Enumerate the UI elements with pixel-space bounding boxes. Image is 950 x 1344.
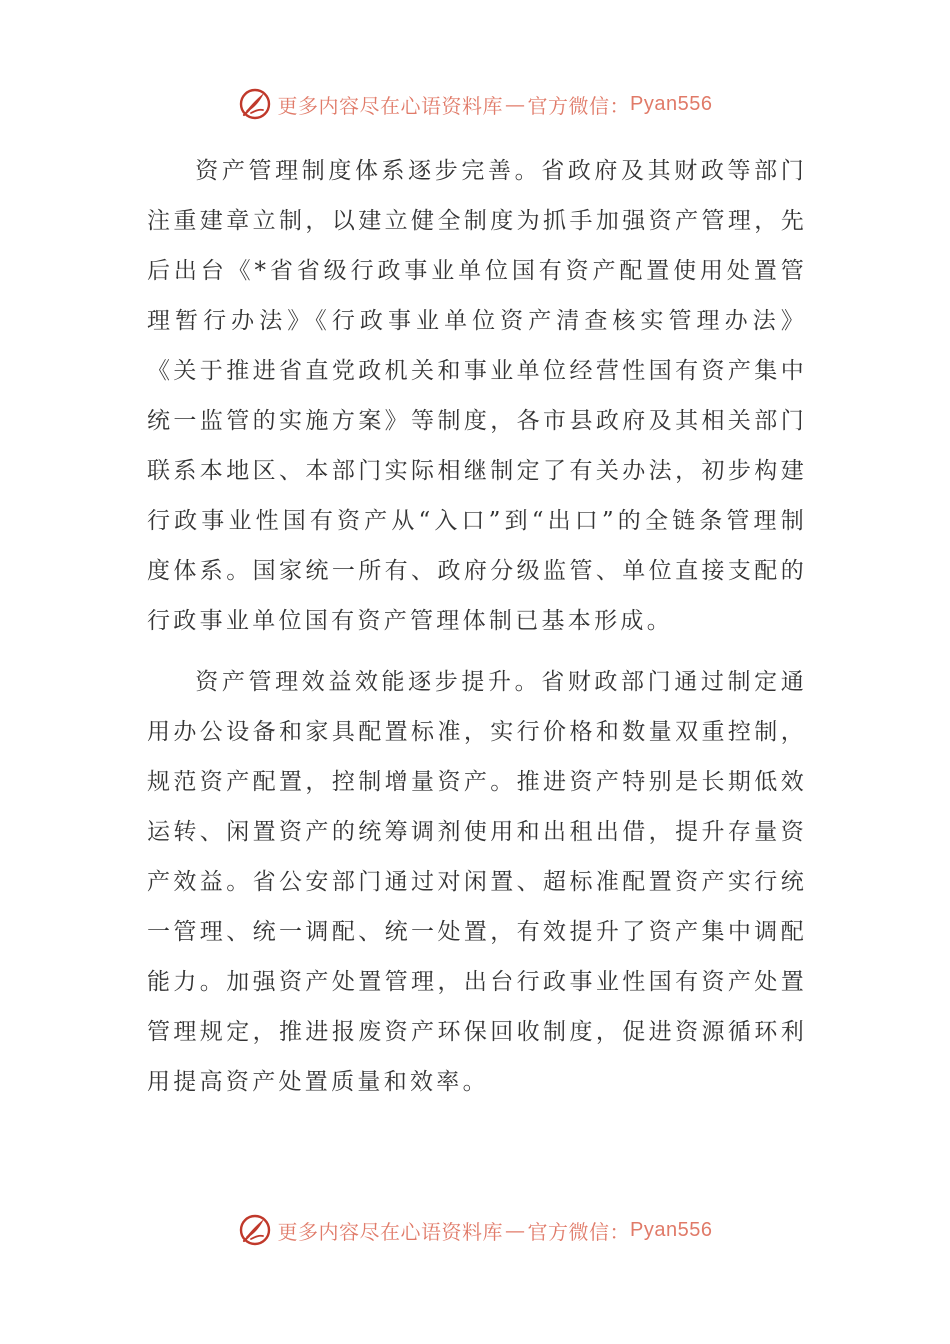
paragraph-asset-management-system: 资产管理制度体系逐步完善。省政府及其财政等部门注重建章立制，以建立健全制度为抓手加强资产管理，先后出台《*省省级行政事业单位国有资产配置使用处置管理暂行办法》《行政事业单位资产清查核实管理办法》《关于推进省直党政机关和事业单位经营性国有资产集中统一监管的实施方案》等制度，各市县政府及其相关部门联系本地区、本部门实际相继制定了有关办法，初步构建行政事业性国有资产从“入口”到“出口”的全链条管理制度体系。国家统一所有、政府分级监管、单位直接支配的行政事业单位国有资产管理体制已基本形成。 bbox=[147, 158, 807, 634]
banner-official-label: 官方微信： bbox=[527, 1219, 631, 1244]
header-banner[interactable] bbox=[0, 82, 950, 126]
banner-main-text: 更多内容尽在心语资料库 bbox=[277, 1219, 504, 1244]
document-body bbox=[147, 146, 807, 1107]
footer-banner[interactable] bbox=[0, 1208, 950, 1252]
banner-official-label: 官方微信： bbox=[527, 93, 631, 118]
banner-separator: — bbox=[505, 92, 526, 116]
paragraph-asset-management-efficiency: 资产管理效益效能逐步提升。省财政部门通过制定通用办公设备和家具配置标准，实行价格和数量双重控制，规范资产配置，控制增量资产。推进资产特别是长期低效运转、闲置资产的统筹调剂使用和出租出借，提升存量资产效益。省公安部门通过对闲置、超标准配置资产实行统一管理、统一调配、统一处置，有效提升了资产集中调配能力。加强资产处置管理，出台行政事业性国有资产处置管理规定，推进报废资产环保回收制度，促进资源循环利用提高资产处置质量和效率。 bbox=[147, 669, 807, 1095]
banner-main-text: 更多内容尽在心语资料库 bbox=[277, 93, 504, 118]
quill-pen-icon bbox=[238, 87, 272, 121]
quill-pen-icon bbox=[238, 1213, 272, 1247]
banner-wechat-handle: Pyan556 bbox=[630, 92, 713, 115]
banner-separator: — bbox=[505, 1218, 526, 1242]
banner-wechat-handle: Pyan556 bbox=[630, 1218, 713, 1241]
